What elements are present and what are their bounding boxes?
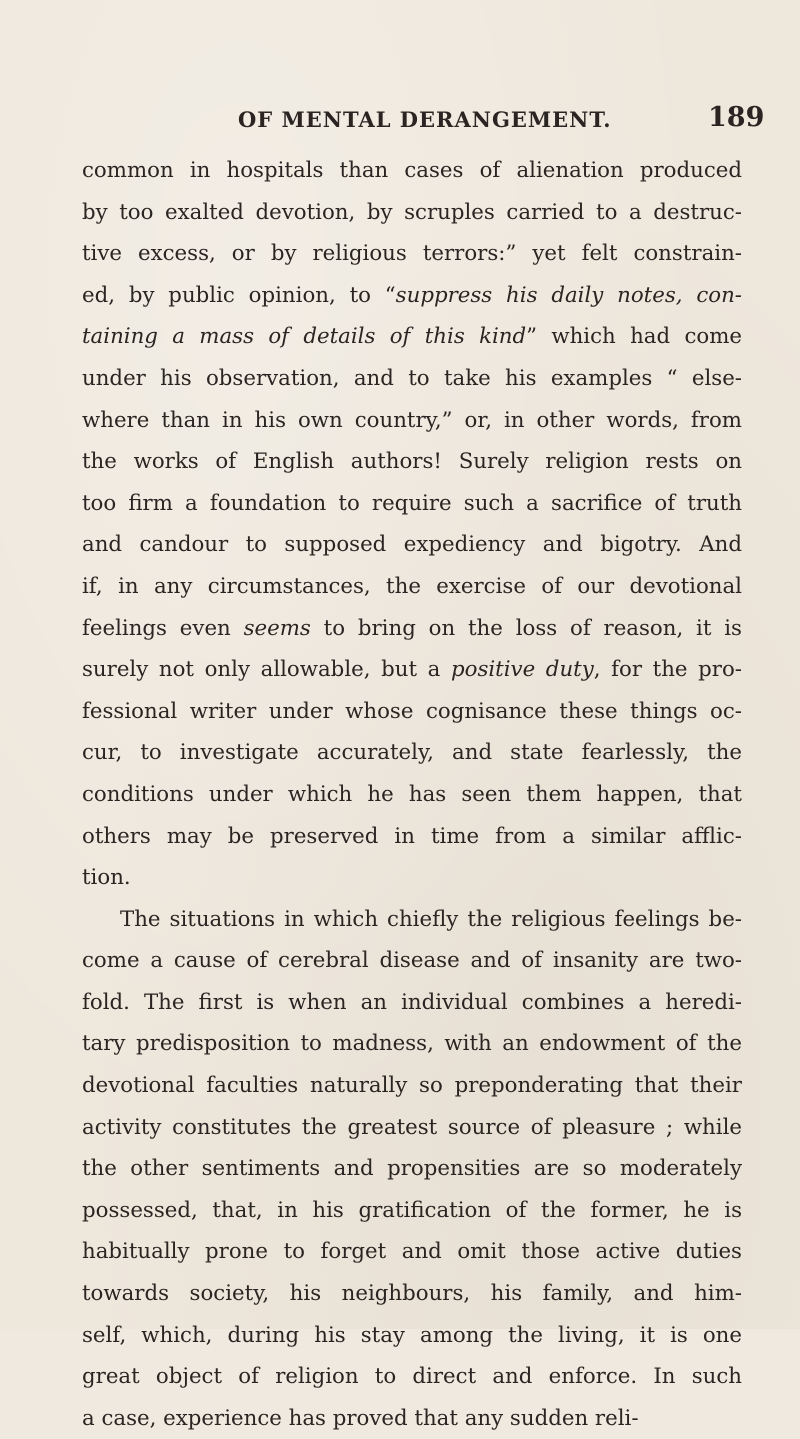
text-segment: ed, by public opinion, to “ bbox=[82, 282, 396, 308]
text-segment: others may be preserved in time from a similar afflic- bbox=[82, 823, 742, 849]
text-line bbox=[82, 1315, 742, 1357]
text-line bbox=[82, 1190, 742, 1232]
text-segment: the other sentiments and propensities are so moderately bbox=[82, 1156, 742, 1182]
text-segment: self, which, during his stay among the living, it is one bbox=[82, 1322, 742, 1348]
text-segment: devotional faculties naturally so preponderating that their bbox=[82, 1073, 742, 1099]
text-line bbox=[82, 732, 742, 774]
text-segment: common in hospitals than cases of alienation produced bbox=[82, 158, 742, 183]
body-text bbox=[82, 150, 742, 1439]
text-line bbox=[82, 275, 742, 317]
text-line bbox=[82, 982, 742, 1024]
text-segment: too firm a foundation to require such a sacrifice of truth bbox=[82, 490, 742, 516]
text-line bbox=[82, 441, 742, 483]
text-segment: possessed, that, in his gratification of the former, he is bbox=[82, 1197, 742, 1223]
page-number: 189 bbox=[708, 102, 765, 133]
text-line bbox=[82, 940, 742, 982]
text-line bbox=[82, 1356, 742, 1398]
text-line bbox=[82, 233, 742, 275]
text-segment: under his observation, and to take his examples “ else- bbox=[82, 365, 742, 391]
text-segment: a case, experience has proved that any sudden reli- bbox=[82, 1405, 639, 1431]
text-line bbox=[82, 524, 742, 566]
text-line bbox=[82, 1231, 742, 1273]
text-segment: activity constitutes the greatest source of pleasure ; while bbox=[82, 1114, 742, 1140]
italic-text: taining a mass of details of this kind bbox=[82, 324, 527, 350]
text-line bbox=[82, 400, 742, 442]
text-line bbox=[82, 566, 742, 608]
text-segment: habitually prone to forget and omit those active duties bbox=[82, 1239, 742, 1265]
italic-text: suppress his daily notes, con- bbox=[395, 282, 742, 308]
text-segment: to bring on the loss of reason, it is bbox=[310, 615, 742, 641]
text-line bbox=[82, 192, 742, 234]
text-segment: towards society, his neighbours, his family, and him- bbox=[82, 1281, 742, 1307]
italic-text: seems bbox=[243, 615, 311, 641]
running-head bbox=[0, 102, 800, 147]
text-segment: the works of English authors! Surely religion rests on bbox=[82, 449, 742, 475]
text-segment: by too exalted devotion, by scruples carried to a destruc- bbox=[82, 199, 742, 225]
text-segment: and candour to supposed expediency and bigotry. And bbox=[82, 532, 742, 558]
text-line bbox=[82, 857, 742, 899]
text-line bbox=[82, 649, 742, 691]
text-line bbox=[82, 899, 742, 941]
text-segment: , for the pro- bbox=[593, 657, 742, 683]
text-segment: surely not only allowable, but a bbox=[82, 657, 451, 683]
text-segment: cur, to investigate accurately, and state fearlessly, the bbox=[82, 740, 742, 766]
text-line bbox=[82, 1398, 742, 1439]
text-segment: come a cause of cerebral disease and of insanity are two- bbox=[82, 948, 742, 974]
text-segment: feelings even bbox=[82, 615, 244, 641]
text-line bbox=[82, 774, 742, 816]
text-line bbox=[82, 483, 742, 525]
text-segment: The situations in which chiefly the religious feelings be- bbox=[120, 906, 742, 932]
text-line bbox=[82, 691, 742, 733]
text-line bbox=[82, 608, 742, 650]
text-segment: tive excess, or by religious terrors:” yet felt constrain- bbox=[82, 241, 742, 267]
text-segment: tary predisposition to madness, with an endowment of the bbox=[82, 1031, 742, 1057]
text-segment: great object of religion to direct and enforce. In such bbox=[82, 1364, 742, 1390]
text-segment: ” which had come bbox=[526, 324, 742, 350]
text-segment: where than in his own country,” or, in other words, from bbox=[82, 407, 742, 433]
text-line bbox=[82, 1023, 742, 1065]
text-line bbox=[82, 1273, 742, 1315]
text-line bbox=[82, 1148, 742, 1190]
running-title: OF MENTAL DERANGEMENT. bbox=[238, 107, 612, 132]
text-line bbox=[82, 316, 742, 358]
text-line bbox=[82, 1107, 742, 1149]
text-segment: if, in any circumstances, the exercise of our devotional bbox=[82, 573, 742, 599]
text-line bbox=[82, 1065, 742, 1107]
text-segment: fold. The first is when an individual combines a heredi- bbox=[82, 989, 742, 1015]
text-segment: tion. bbox=[82, 865, 131, 891]
text-segment: fessional writer under whose cognisance these things oc- bbox=[82, 698, 742, 724]
text-line bbox=[82, 816, 742, 858]
text-line bbox=[82, 358, 742, 400]
text-line bbox=[82, 150, 742, 192]
text-segment: conditions under which he has seen them happen, that bbox=[82, 781, 742, 807]
italic-text: positive duty bbox=[450, 657, 594, 683]
